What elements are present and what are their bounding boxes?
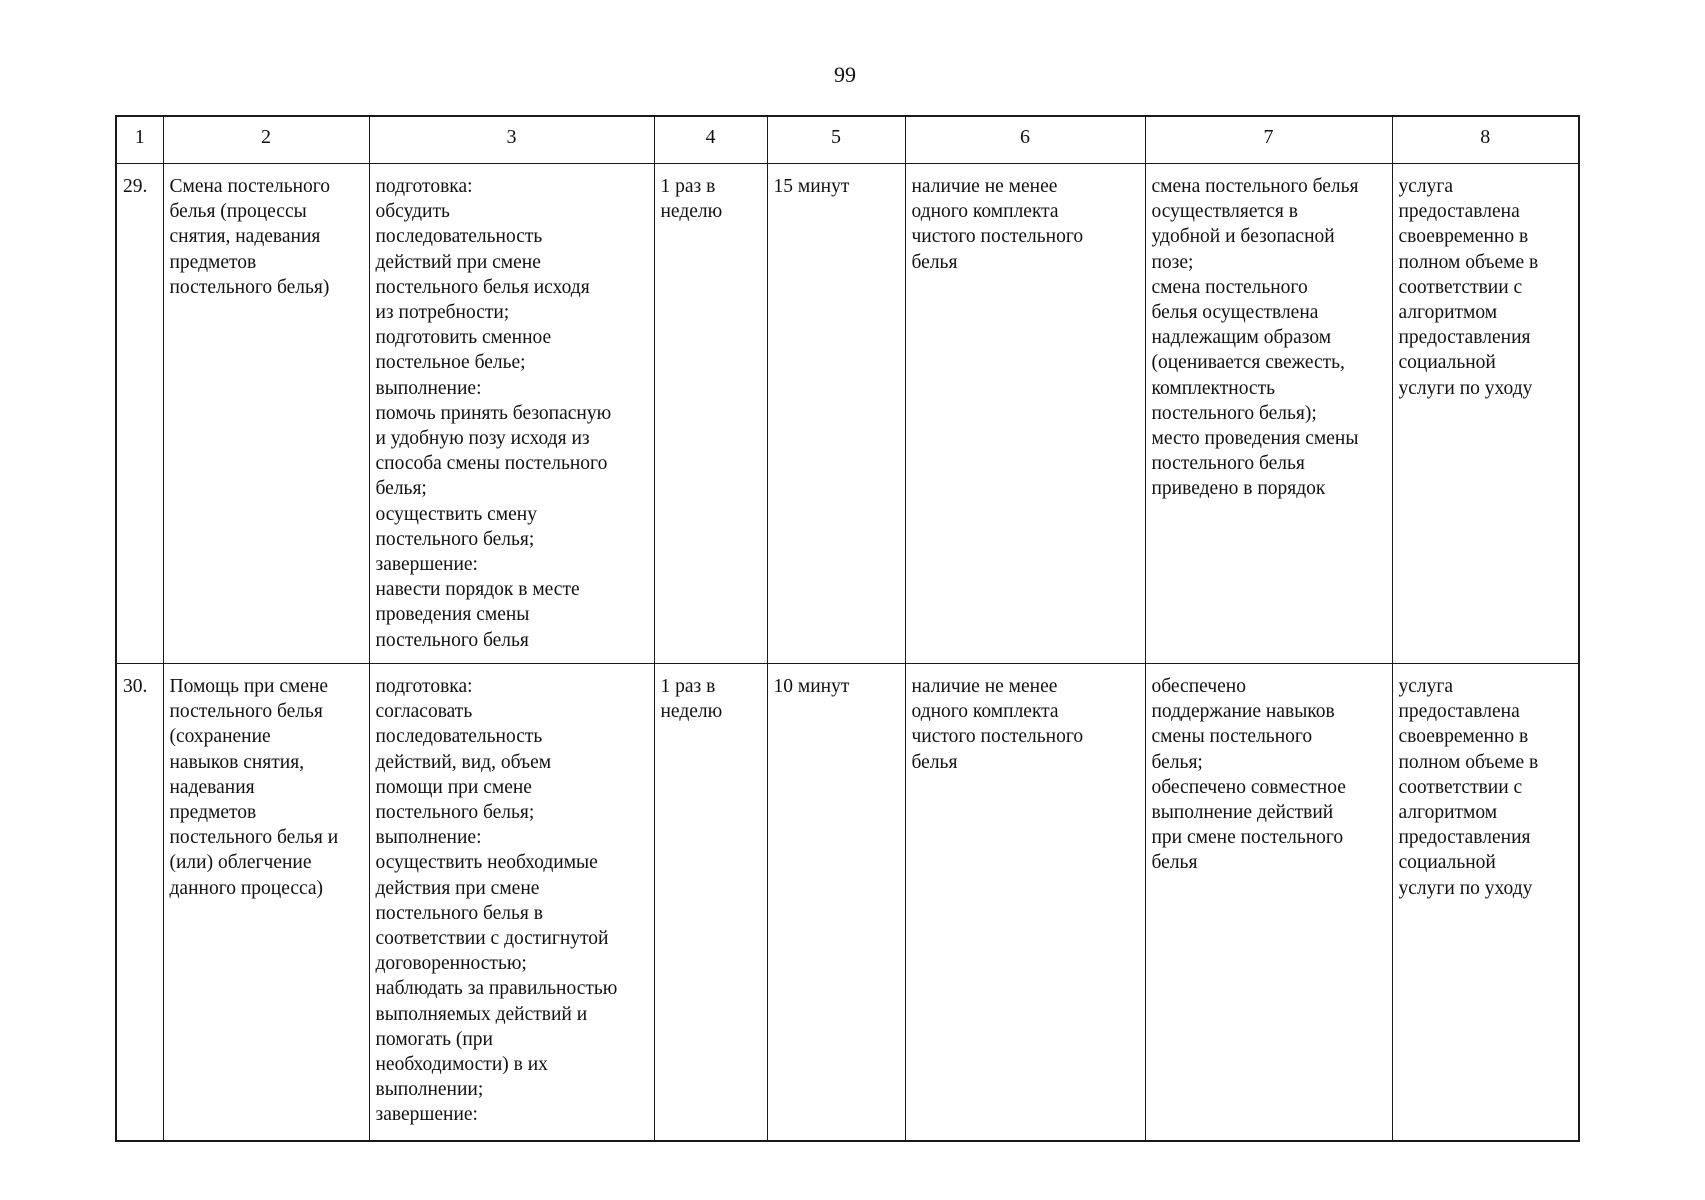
text-line: из потребности; [375, 302, 510, 324]
text-line: выполняемых действий и [375, 1003, 588, 1025]
text-line: помощи при смене [375, 776, 532, 798]
row-number: 30. [116, 664, 163, 1142]
text-line: предоставлена [1398, 201, 1520, 223]
duration-cell [767, 164, 905, 664]
text-line: предоставлена [1398, 701, 1520, 723]
service-name-cell [163, 164, 369, 664]
text-line: комплектность [1151, 377, 1276, 399]
text-line: действий, вид, объем [375, 751, 552, 773]
text-line: 15 минут [773, 176, 850, 197]
text-line: выполнение: [375, 827, 482, 849]
text-line: постельного белья исходя [375, 276, 590, 298]
text-line: полном объеме в [1398, 751, 1539, 773]
text-line: чистого постельного [911, 226, 1084, 248]
conditions-cell [905, 164, 1145, 664]
services-table [115, 115, 1580, 1142]
text-line: при смене постельного [1151, 827, 1344, 849]
text-line: надлежащим образом [1151, 327, 1332, 349]
text-line: социальной [1398, 852, 1496, 874]
text-line: неделю [660, 201, 723, 223]
text-line: неделю [660, 701, 723, 723]
text-line: договоренностью; [375, 953, 527, 975]
text-line: обеспечено совместное [1151, 776, 1346, 798]
text-line: алгоритмом [1398, 302, 1498, 324]
text-line: поддержание навыков [1151, 701, 1335, 723]
text-line: последовательность [375, 226, 543, 248]
text-line: способа смены постельного [375, 453, 608, 475]
text-line: навыков снятия, [169, 751, 305, 773]
header-cell-4: 4 [654, 116, 767, 164]
text-line: социальной [1398, 352, 1496, 374]
text-line: место проведения смены [1151, 428, 1359, 450]
text-line: надевания [169, 776, 255, 798]
text-line: необходимости) в их [375, 1054, 548, 1076]
text-line: услуги по уходу [1398, 877, 1533, 899]
text-line: чистого постельного [911, 726, 1084, 748]
text-line: услуга [1398, 176, 1454, 197]
text-line: смена постельного [1151, 276, 1308, 298]
text-line: осуществить смену [375, 503, 537, 525]
text-line: белья (процессы [169, 201, 307, 223]
text-line: смена постельного белья [1151, 176, 1359, 197]
text-line: белья [911, 751, 958, 773]
text-line: постельного белья и [169, 827, 339, 849]
header-cell-8: 8 [1392, 116, 1579, 164]
page-number: 99 [834, 62, 856, 87]
text-line: белья; [1151, 751, 1203, 773]
text-line: действий при смене [375, 251, 541, 273]
text-line: услуга [1398, 676, 1454, 697]
quality-indicators-cell [1145, 664, 1392, 1142]
text-line: белья осуществлена [1151, 302, 1319, 324]
text-line: соответствии с [1398, 276, 1523, 298]
text-line: (сохранение [169, 726, 271, 748]
text-line: своевременно в [1398, 226, 1529, 248]
header-row [116, 116, 1579, 164]
text-line: постельного белья [375, 629, 529, 651]
text-line: предоставления [1398, 827, 1531, 849]
text-line: постельного белья [169, 701, 323, 723]
text-line: подготовить сменное [375, 327, 552, 349]
text-line: приведено в порядок [1151, 478, 1326, 500]
text-line: белья; [375, 478, 427, 500]
text-line: белья [911, 251, 958, 273]
text-line: постельного белья в [375, 902, 543, 924]
text-line: осуществить необходимые [375, 852, 598, 874]
procedure-cell [369, 664, 654, 1142]
text-line: белья [1151, 852, 1198, 874]
text-line: наличие не менее [911, 176, 1058, 197]
table-row [116, 164, 1579, 664]
header-cell-2: 2 [163, 116, 369, 164]
text-line: последовательность [375, 726, 543, 748]
text-line: данного процесса) [169, 877, 324, 899]
text-line: выполнение: [375, 377, 482, 399]
result-evaluation-cell [1392, 164, 1579, 664]
text-line: действия при смене [375, 877, 540, 899]
conditions-cell [905, 664, 1145, 1142]
text-line: подготовка: [375, 676, 473, 697]
text-line: выполнении; [375, 1079, 484, 1101]
text-line: (оценивается свежесть, [1151, 352, 1345, 374]
text-line: услуги по уходу [1398, 377, 1533, 399]
text-line: подготовка: [375, 176, 473, 197]
text-line: навести порядок в месте [375, 579, 580, 601]
header-cell-5: 5 [767, 116, 905, 164]
text-line: завершение: [375, 1104, 478, 1126]
text-line: и удобную позу исходя из [375, 428, 590, 450]
text-line: помогать (при [375, 1028, 493, 1050]
text-line: выполнение действий [1151, 802, 1334, 824]
text-line: обеспечено [1151, 676, 1246, 697]
text-line: своевременно в [1398, 726, 1529, 748]
text-line: алгоритмом [1398, 802, 1498, 824]
service-name-cell [163, 664, 369, 1142]
text-line: постельное белье; [375, 352, 526, 374]
procedure-cell [369, 164, 654, 664]
quality-indicators-cell [1145, 164, 1392, 664]
text-line: одного комплекта [911, 701, 1059, 723]
text-line: смены постельного [1151, 726, 1313, 748]
frequency-cell [654, 664, 767, 1142]
text-line: постельного белья [1151, 453, 1305, 475]
text-line: полном объеме в [1398, 251, 1539, 273]
header-cell-7: 7 [1145, 116, 1392, 164]
frequency-cell [654, 164, 767, 664]
row-number: 29. [116, 164, 163, 664]
text-line: Смена постельного [169, 176, 331, 197]
text-line: соответствии с [1398, 776, 1523, 798]
text-line: одного комплекта [911, 201, 1059, 223]
text-line: 1 раз в [660, 176, 716, 197]
text-line: осуществляется в [1151, 201, 1298, 223]
table-row [116, 664, 1579, 1142]
header-cell-3: 3 [369, 116, 654, 164]
text-line: 10 минут [773, 676, 850, 697]
text-line: соответствии с достигнутой [375, 928, 609, 950]
text-line: постельного белья); [1151, 402, 1317, 424]
text-line: наблюдать за правильностью [375, 978, 618, 1000]
text-line: предметов [169, 251, 257, 273]
text-line: позе; [1151, 251, 1194, 273]
duration-cell [767, 664, 905, 1142]
header-cell-1: 1 [116, 116, 163, 164]
text-line: постельного белья) [169, 276, 330, 298]
result-evaluation-cell [1392, 664, 1579, 1142]
text-line: постельного белья; [375, 802, 535, 824]
text-line: наличие не менее [911, 676, 1058, 697]
text-line: обсудить [375, 201, 450, 223]
text-line: завершение: [375, 554, 478, 576]
text-line: проведения смены [375, 604, 530, 626]
text-line: Помощь при смене [169, 676, 329, 697]
text-line: помочь принять безопасную [375, 402, 612, 424]
text-line: согласовать [375, 701, 473, 723]
text-line: 1 раз в [660, 676, 716, 697]
text-line: постельного белья; [375, 528, 535, 550]
text-line: предоставления [1398, 327, 1531, 349]
text-line: снятия, надевания [169, 226, 321, 248]
text-line: удобной и безопасной [1151, 226, 1335, 248]
header-cell-6: 6 [905, 116, 1145, 164]
text-line: предметов [169, 802, 257, 824]
text-line: (или) облегчение [169, 852, 312, 874]
